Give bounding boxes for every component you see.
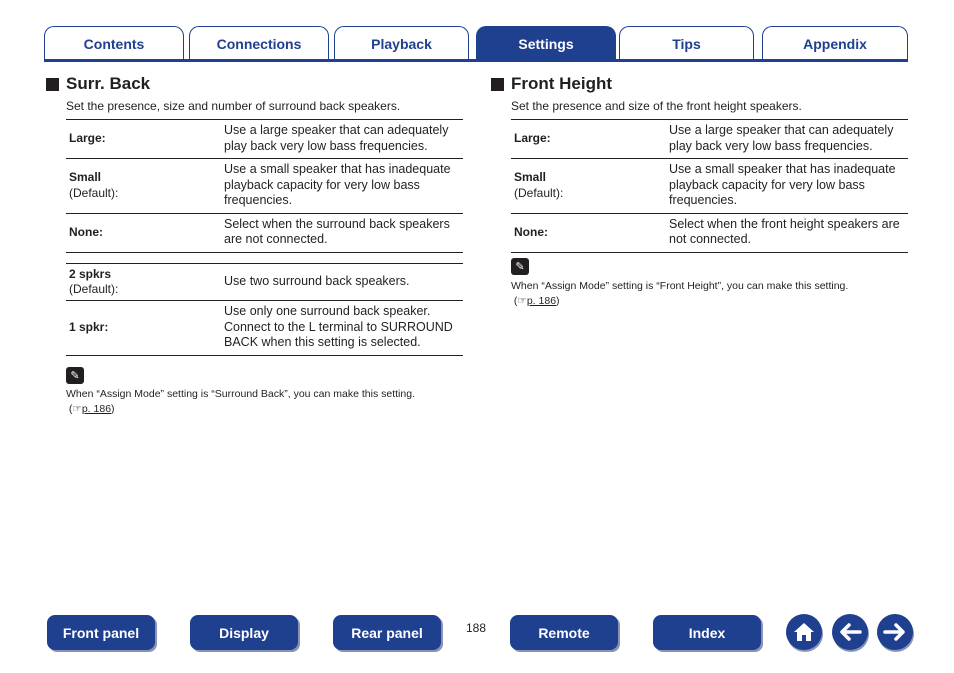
reference-icon: ☞ xyxy=(72,403,82,415)
option-value: Use a large speaker that can adequately play back very low bass frequencies. xyxy=(669,120,908,159)
option-value: Select when the surround back speakers are not connected. xyxy=(224,213,463,252)
front-height-size-table xyxy=(511,119,908,253)
back-button[interactable] xyxy=(832,614,868,650)
square-bullet-icon xyxy=(46,78,59,91)
reference-icon: ☞ xyxy=(517,295,527,307)
index-button[interactable]: Index xyxy=(653,615,761,650)
table-row xyxy=(66,301,463,356)
back-arrow-icon xyxy=(838,622,862,642)
surr-back-size-table xyxy=(66,119,463,253)
remote-button[interactable]: Remote xyxy=(510,615,618,650)
table-row xyxy=(511,159,908,214)
tab-underline xyxy=(44,59,908,62)
option-value: Use only one surround back speaker. Connect to the L terminal to SURROUND BACK when this setting is selected. xyxy=(224,301,463,356)
option-value: Use a large speaker that can adequately play back very low bass frequencies. xyxy=(224,120,463,159)
section-title-front-height xyxy=(491,74,612,94)
rear-panel-button[interactable]: Rear panel xyxy=(333,615,441,650)
tab-label: Playback xyxy=(371,35,432,52)
tab-connections[interactable] xyxy=(189,26,329,60)
table-row xyxy=(66,159,463,214)
option-value: Select when the front height speakers are not connected. xyxy=(669,213,908,252)
option-value: Use a small speaker that has inadequate playback capacity for very low bass frequencies. xyxy=(224,159,463,214)
option-key: Large: xyxy=(66,120,224,159)
tab-label: Connections xyxy=(216,35,302,52)
page-reference-link[interactable]: p. 186 xyxy=(526,295,557,307)
square-bullet-icon xyxy=(491,78,504,91)
page-reference-link[interactable]: p. 186 xyxy=(81,403,112,415)
option-key: Small (Default): xyxy=(66,159,224,214)
home-button[interactable] xyxy=(786,614,822,650)
table-row xyxy=(511,213,908,252)
forward-button[interactable] xyxy=(877,614,913,650)
page-number: 188 xyxy=(466,621,487,635)
section-description: Set the presence and size of the front height speakers. xyxy=(511,99,802,113)
tab-label: Tips xyxy=(672,35,701,52)
tab-tips[interactable] xyxy=(619,26,754,60)
front-panel-button[interactable]: Front panel xyxy=(47,615,155,650)
option-key: Small (Default): xyxy=(511,159,669,214)
pencil-note-icon: ✎ xyxy=(66,367,84,384)
tab-settings[interactable] xyxy=(476,26,616,61)
table-row xyxy=(511,120,908,159)
table-row xyxy=(66,264,463,301)
option-key: 1 spkr: xyxy=(66,301,224,356)
tab-label: Contents xyxy=(83,35,145,52)
note-text: When “Assign Mode” setting is “Surround Back”, you can make this setting. (☞p. 186) xyxy=(66,388,415,415)
tab-bar xyxy=(44,26,908,62)
tab-appendix[interactable] xyxy=(762,26,908,60)
option-value: Use a small speaker that has inadequate playback capacity for very low bass frequencies. xyxy=(669,159,908,214)
table-row xyxy=(66,213,463,252)
section-title-text: Surr. Back xyxy=(66,74,151,93)
note-text: When “Assign Mode” setting is “Front Height”, you can make this setting. (☞p. 186) xyxy=(511,280,849,307)
table-row xyxy=(66,120,463,159)
option-value: Use two surround back speakers. xyxy=(224,264,463,301)
section-title-surr-back xyxy=(46,74,150,94)
section-title-text: Front Height xyxy=(511,74,613,93)
option-key: 2 spkrs (Default): xyxy=(66,264,224,301)
tab-contents[interactable] xyxy=(44,26,184,60)
home-icon xyxy=(792,621,816,643)
option-key: None: xyxy=(511,213,669,252)
option-key: Large: xyxy=(511,120,669,159)
tab-label: Appendix xyxy=(803,35,867,52)
forward-arrow-icon xyxy=(883,622,907,642)
option-key: None: xyxy=(66,213,224,252)
surr-back-count-table xyxy=(66,263,463,356)
tab-playback[interactable] xyxy=(334,26,469,60)
section-description: Set the presence, size and number of surround back speakers. xyxy=(66,99,401,113)
tab-label: Settings xyxy=(518,36,574,52)
pencil-note-icon: ✎ xyxy=(511,258,529,275)
display-button[interactable]: Display xyxy=(190,615,298,650)
